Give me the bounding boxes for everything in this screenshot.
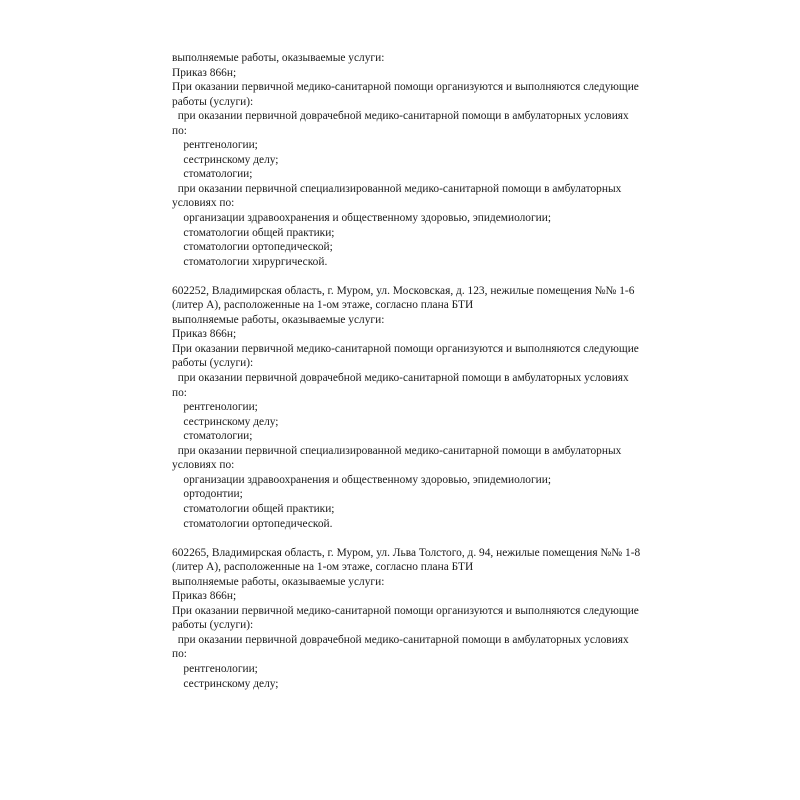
text-line: выполняемые работы, оказываемые услуги: [172, 52, 385, 64]
text-line: стоматологии; [172, 168, 253, 181]
paragraph-gap [172, 269, 692, 284]
text-line: по: [172, 648, 187, 661]
text-line: условиях по: [172, 459, 235, 472]
text-line: стоматологии общей практики; [172, 502, 335, 515]
text-line: сестринскому делу; [172, 677, 279, 690]
text-line: При оказании первичной медико-санитарной помощи организуются и выполняются следующие [172, 81, 639, 94]
text-line: сестринскому делу; [172, 153, 279, 166]
text-line: Приказ 866н; [172, 590, 237, 603]
text-line: стоматологии ортопедической; [172, 241, 333, 254]
document-page [172, 51, 692, 691]
text-line: стоматологии хирургической. [172, 255, 328, 268]
text-line: при оказании первичной доврачебной медико-санитарной помощи в амбулаторных условиях [172, 372, 629, 385]
text-line: стоматологии; [172, 430, 253, 443]
text-line: организации здравоохранения и общественному здоровью, эпидемиологии; [172, 212, 552, 225]
text-line: работы (услуги): [172, 619, 254, 632]
text-line: при оказании первичной доврачебной медико-санитарной помощи в амбулаторных условиях [172, 110, 629, 123]
text-line: 602252, Владимирская область, г. Муром, ул. Московская, д. 123, нежилые помещения №№ 1-6 [172, 284, 635, 297]
text-line: рентгенологии; [172, 401, 258, 414]
paragraph-gap [172, 531, 692, 546]
text-line: работы (услуги): [172, 357, 254, 370]
text-line: при оказании первичной доврачебной медико-санитарной помощи в амбулаторных условиях [172, 633, 629, 646]
text-line: организации здравоохранения и общественному здоровью, эпидемиологии; [172, 473, 552, 486]
text-line: стоматологии общей практики; [172, 226, 335, 239]
text-line: рентгенологии; [172, 139, 258, 152]
text-line: по: [172, 124, 187, 137]
text-line: (литер А), расположенные на 1-ом этаже, согласно плана БТИ [172, 561, 474, 574]
text-line: при оказании первичной специализированной медико-санитарной помощи в амбулаторных [172, 444, 622, 457]
text-line: выполняемые работы, оказываемые услуги: [172, 313, 385, 326]
text-line: Приказ 866н; [172, 66, 237, 79]
text-line: рентгенологии; [172, 662, 258, 675]
text-line: при оказании первичной специализированной медико-санитарной помощи в амбулаторных [172, 182, 622, 195]
text-line: ортодонтии; [172, 488, 243, 501]
text-line: Приказ 866н; [172, 328, 237, 341]
text-line: сестринскому делу; [172, 415, 279, 428]
text-line: стоматологии ортопедической. [172, 517, 333, 530]
text-line: условиях по: [172, 197, 235, 210]
text-line: При оказании первичной медико-санитарной помощи организуются и выполняются следующие [172, 604, 639, 617]
text-line: работы (услуги): [172, 95, 254, 108]
text-line: выполняемые работы, оказываемые услуги: [172, 575, 385, 588]
text-line: (литер А), расположенные на 1-ом этаже, согласно плана БТИ [172, 299, 474, 312]
text-line: по: [172, 386, 187, 399]
text-line: При оказании первичной медико-санитарной помощи организуются и выполняются следующие [172, 342, 639, 355]
text-line: 602265, Владимирская область, г. Муром, ул. Льва Толстого, д. 94, нежилые помещения №№ 1-8 [172, 546, 641, 559]
